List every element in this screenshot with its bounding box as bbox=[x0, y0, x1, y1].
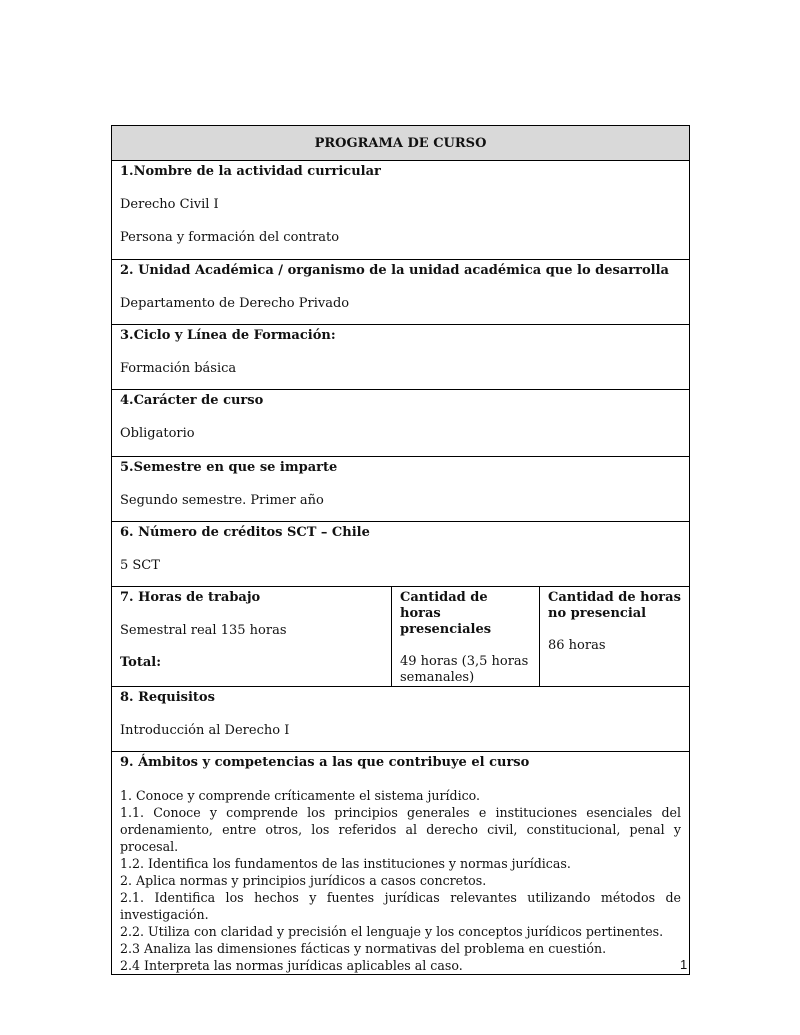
course-character: Obligatorio bbox=[120, 426, 195, 441]
competency-item: 2.1. Identifica los hechos y fuentes jurídicas relevantes utilizando métodos de investigación. bbox=[120, 890, 681, 922]
course-name: Derecho Civil I bbox=[120, 197, 219, 212]
presencial-hours-cell bbox=[392, 587, 540, 687]
page-number: 1 bbox=[680, 957, 688, 972]
semester: Segundo semestre. Primer año bbox=[120, 493, 324, 508]
presencial-heading: Cantidad de horas presenciales bbox=[400, 590, 492, 637]
academic-unit: Departamento de Derecho Privado bbox=[120, 296, 350, 311]
course-program-table bbox=[111, 125, 690, 975]
no-presencial-heading: Cantidad de horas no presencial bbox=[548, 590, 681, 621]
competency-item: 1.2. Identifica los fundamentos de las instituciones y normas jurídicas. bbox=[120, 856, 571, 871]
section-7-row bbox=[112, 587, 690, 687]
section-8-row bbox=[112, 687, 690, 752]
competencies-list bbox=[120, 787, 681, 974]
section-9-row bbox=[112, 752, 690, 975]
program-title: PROGRAMA DE CURSO bbox=[112, 126, 690, 161]
section-2-heading: 2. Unidad Académica / organismo de la unidad académica que lo desarrolla bbox=[120, 263, 669, 278]
section-3-row bbox=[112, 325, 690, 390]
total-label: Total: bbox=[120, 655, 162, 670]
section-3-heading: 3.Ciclo y Línea de Formación: bbox=[120, 328, 336, 343]
section-1-heading: 1.Nombre de la actividad curricular bbox=[120, 164, 381, 179]
section-5-row bbox=[112, 457, 690, 522]
requirements: Introducción al Derecho I bbox=[120, 723, 290, 738]
competency-item: 1.1. Conoce y comprende los principios generales e instituciones esenciales del ordenamiento, entre otros, los referidos al derecho civil, constitucional, penal y procesal. bbox=[120, 805, 681, 854]
competency-item: 2.3 Analiza las dimensiones fácticas y normativas del problema en cuestión. bbox=[120, 941, 607, 956]
section-8-heading: 8. Requisitos bbox=[120, 690, 215, 705]
no-presencial-hours-cell bbox=[540, 587, 690, 687]
section-1-row bbox=[112, 161, 690, 260]
sct-credits: 5 SCT bbox=[120, 558, 160, 573]
section-5-heading: 5.Semestre en que se imparte bbox=[120, 460, 338, 475]
no-presencial-value: 86 horas bbox=[548, 638, 606, 653]
section-9-heading: 9. Ámbitos y competencias a las que contribuye el curso bbox=[120, 755, 530, 770]
title-row bbox=[112, 126, 690, 161]
competency-item: 2. Aplica normas y principios jurídicos a casos concretos. bbox=[120, 873, 487, 888]
competency-item: 2.4 Interpreta las normas jurídicas aplicables al caso. bbox=[120, 958, 463, 973]
competency-item: 2.2. Utiliza con claridad y precisión el lenguaje y los conceptos jurídicos pertinentes. bbox=[120, 924, 664, 939]
section-2-row bbox=[112, 260, 690, 325]
semestral-hours: Semestral real 135 horas bbox=[120, 623, 287, 638]
training-cycle: Formación básica bbox=[120, 361, 237, 376]
section-6-row bbox=[112, 522, 690, 587]
work-hours-cell bbox=[112, 587, 392, 687]
section-4-heading: 4.Carácter de curso bbox=[120, 393, 264, 408]
section-4-row bbox=[112, 390, 690, 457]
competency-item: 1. Conoce y comprende críticamente el sistema jurídico. bbox=[120, 788, 481, 803]
course-subtitle: Persona y formación del contrato bbox=[120, 230, 340, 245]
presencial-value: 49 horas (3,5 horas semanales) bbox=[400, 654, 529, 685]
section-6-heading: 6. Número de créditos SCT – Chile bbox=[120, 525, 370, 540]
section-7-heading: 7. Horas de trabajo bbox=[120, 590, 261, 605]
